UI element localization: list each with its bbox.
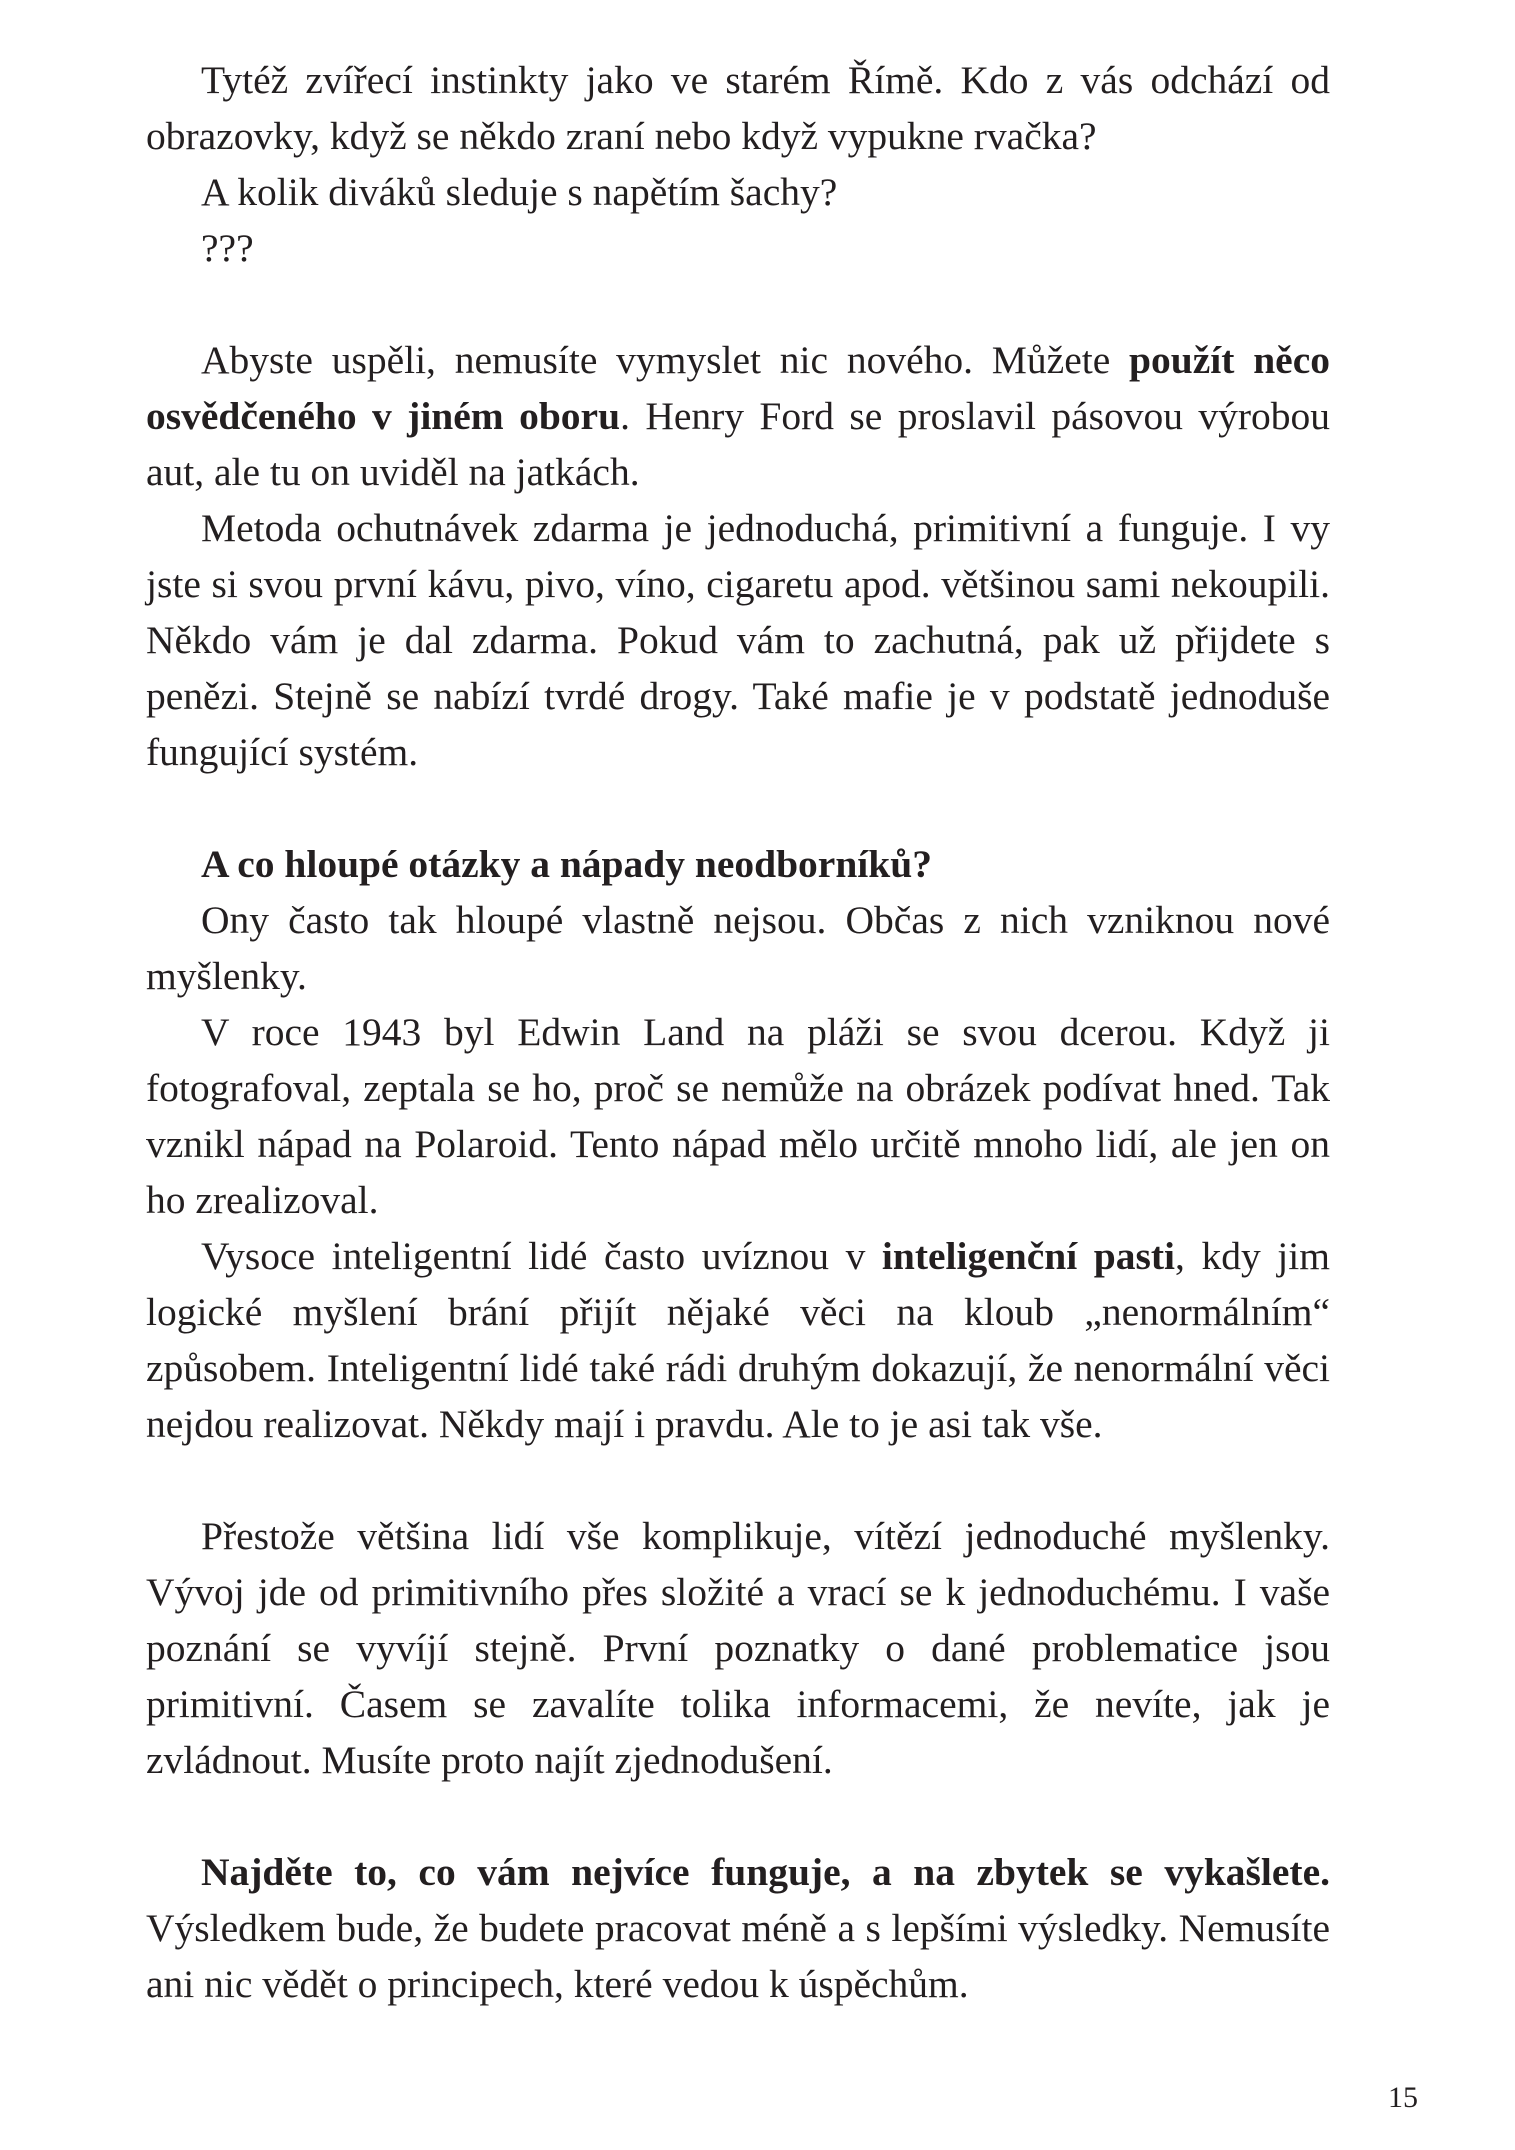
text-run: Abyste uspěli, nemusíte vymyslet nic nového. Můžete bbox=[201, 338, 1130, 382]
paragraph-gap bbox=[146, 276, 1330, 332]
bold-text-run: použít něco osvědčeného v jiném oboru bbox=[146, 338, 1330, 438]
paragraph-question-marks: ??? bbox=[201, 226, 254, 270]
page-number: 15 bbox=[1388, 2081, 1418, 2114]
paragraph-find-what-works bbox=[146, 1844, 1330, 2012]
text-run: Výsledkem bude, že budete pracovat méně a s lepšími výsledky. Nemusíte ani nic vědět o principech, které vedou k úspěchům. bbox=[146, 1906, 1330, 2006]
paragraph-intelligence-trap bbox=[146, 1228, 1330, 1452]
paragraph-not-so-stupid: Ony často tak hloupé vlastně nejsou. Občas z nich vzniknou nové myšlenky. bbox=[146, 898, 1330, 998]
bold-text-run: Najděte to, co vám nejvíce funguje, a na zbytek se vykašlete. bbox=[201, 1850, 1330, 1894]
text-run: . Henry Ford se proslavil pásovou výrobou aut, ale tu on uviděl na jatkách. bbox=[146, 394, 1331, 494]
bold-text-run: inteligenční pasti bbox=[881, 1234, 1176, 1278]
paragraph-gap bbox=[146, 1788, 1330, 1844]
paragraph-gap bbox=[146, 780, 1330, 836]
paragraph-polaroid-story: V roce 1943 byl Edwin Land na pláži se svou dcerou. Když ji fotografoval, zeptala se ho, proč se nemůže na obrázek podívat hned. Tak vznikl nápad na Polaroid. Tento nápad mělo určitě mnoho lidí, ale jen on ho zrealizoval. bbox=[146, 1010, 1330, 1222]
paragraph-roman-instincts: Tytéž zvířecí instinkty jako ve starém Římě. Kdo z vás odchází od obrazovky, když se někdo zraní nebo když vypukne rvačka? bbox=[146, 58, 1330, 158]
section-heading: A co hloupé otázky a nápady neodborníků? bbox=[201, 842, 932, 886]
paragraph-free-samples: Metoda ochutnávek zdarma je jednoduchá, primitivní a funguje. I vy jste si svou první kávu, pivo, víno, cigaretu apod. většinou sami nekoupili. Někdo vám je dal zdarma. Pokud vám to zachutná, pak už přijdete s penězi. Stejně se nabízí tvrdé drogy. Také mafie je v podstatě jednoduše fungující systém. bbox=[146, 506, 1330, 774]
text-run: Vysoce inteligentní lidé často uvíznou v bbox=[201, 1234, 882, 1278]
paragraph-simple-ideas-win: Přestože většina lidí vše komplikuje, vítězí jednoduché myšlenky. Vývoj jde od primitivního přes složité a vrací se k jednoduchému. I vaše poznání se vyvíjí stejně. První poznatky o dané problematice jsou primitivní. Časem se zavalíte tolika informacemi, že nevíte, jak je zvládnout. Musíte proto najít zjednodušení. bbox=[146, 1514, 1330, 1782]
page-body bbox=[146, 52, 1330, 2012]
paragraph-reuse-proven-idea bbox=[146, 332, 1330, 500]
paragraph-gap bbox=[146, 1452, 1330, 1508]
text-run: , kdy jim logické myšlení brání přijít nějaké věci na kloub „nenormálním“ způsobem. Inteligentní lidé také rádi druhým dokazují, že nenormální věci nejdou realizovat. Někdy mají i pravdu. Ale to je asi tak vše. bbox=[146, 1234, 1330, 1446]
paragraph-chess-viewers: A kolik diváků sleduje s napětím šachy? bbox=[201, 170, 838, 214]
